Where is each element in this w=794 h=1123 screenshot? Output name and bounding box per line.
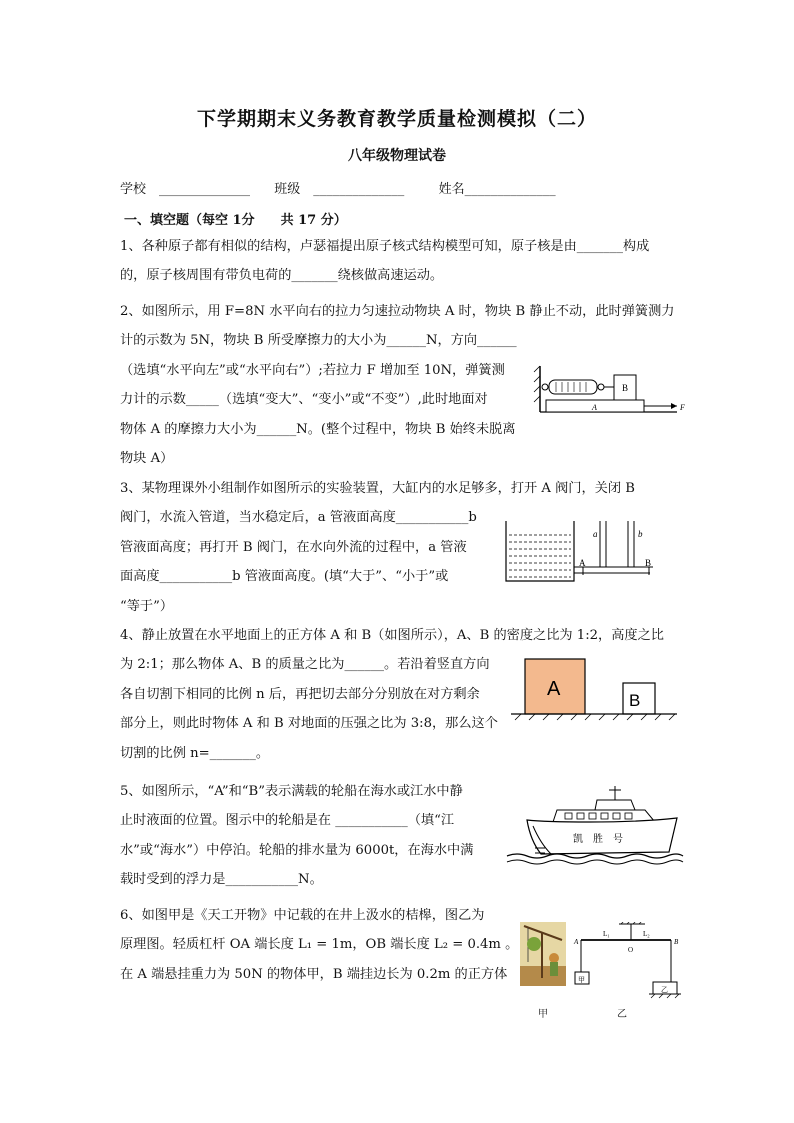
block-b-label: B xyxy=(622,383,629,393)
caption-jia: 甲 xyxy=(538,1009,548,1020)
block-a-label: A xyxy=(592,403,597,412)
question-line: 的，原子核周围有带负电荷的_______绕核做高速运动。 xyxy=(120,268,444,284)
cube-a-label: A xyxy=(547,678,561,700)
question-line: 物块 A） xyxy=(120,451,174,467)
question-line: “等于”） xyxy=(120,598,174,614)
page-title: 下学期期末义务教育教学质量检测模拟（二） xyxy=(196,108,597,130)
question-line: 计的示数为 5N，物块 B 所受摩擦力的大小为______N，方向______ xyxy=(120,333,517,349)
tube-b-label: b xyxy=(638,529,643,539)
valve-a-label: A xyxy=(579,558,586,568)
connected-vessel-figure xyxy=(500,515,670,587)
lever-diagram xyxy=(573,922,685,1002)
question-line: 物体 A 的摩擦力大小为______N。(整个过程中，物块 B 始终未脱离 xyxy=(120,421,516,437)
tube-a-label: a xyxy=(593,529,598,539)
question-line: 5、如图所示，“A”和“B”表示满载的轮船在海水或江水中静 xyxy=(120,784,463,799)
section-heading: 一、填空题（每空 1分 共 17 分） xyxy=(124,213,347,228)
question-line: 各自切割下相同的比例 n 后，再把切去部分分别放在对方剩余 xyxy=(120,686,480,702)
question-line: 止时液面的位置。图示中的轮船是在 ___________（填“江 xyxy=(120,813,455,829)
question-line: 部分上，则此时物体 A 和 B 对地面的压强之比为 3:8，那么这个 xyxy=(120,716,498,732)
question-line: 原理图。轻质杠杆 OA 端长度 L₁ = 1m，OB 端长度 L₂ = 0.4m 。 xyxy=(120,937,519,953)
name-field: 姓名______________ xyxy=(438,182,556,197)
well-sweep-illustration xyxy=(520,922,566,986)
ship-name: 凯 胜 号 xyxy=(573,834,623,845)
question-line: 4、静止放置在水平地面上的正方体 A 和 B（如图所示），A、B 的密度之比为 1:2，高度之比 xyxy=(120,628,664,643)
spring-scale-figure xyxy=(532,352,694,420)
arrow-right-icon xyxy=(671,403,677,409)
question-line: 为 2:1；那么物体 A、B 的质量之比为______。若沿着竖直方向 xyxy=(120,657,490,673)
question-line: 1、各种原子都有相似的结构，卢瑟福提出原子核式结构模型可知，原子核是由_______构成 xyxy=(120,239,650,254)
l1-label: L₁ xyxy=(603,930,610,938)
end-a-label: A xyxy=(574,938,579,946)
question-line: 载时受到的浮力是___________N。 xyxy=(120,872,323,888)
valve-b-label: B xyxy=(645,558,652,568)
question-line: 2、如图所示，用 F=8N 水平向右的拉力匀速拉动物块 A 时，物块 B 静止不动，此时弹簧测力 xyxy=(120,304,675,319)
question-line: 面高度___________b 管液面高度。(填“大于”、“小于”或 xyxy=(120,569,449,585)
page-subtitle: 八年级物理试卷 xyxy=(348,148,446,164)
ship-figure xyxy=(505,782,685,868)
question-line: 6、如图甲是《天工开物》中记载的在井上汲水的桔槔，图乙为 xyxy=(120,908,485,923)
object-jia-label: 甲 xyxy=(578,976,585,984)
l2-label: L₂ xyxy=(643,930,650,938)
question-line: 力计的示数_____（选填“变大”、“变小”或“不变”）,此时地面对 xyxy=(120,392,488,408)
end-b-label: B xyxy=(674,938,679,946)
question-line: （选填“水平向左”或“水平向右”）;若拉力 F 增加至 10N，弹簧测 xyxy=(120,362,505,378)
pivot-o-label: O xyxy=(628,946,634,954)
cube-b-label: B xyxy=(629,691,641,710)
question-6 xyxy=(120,901,518,989)
question-line: 阀门，水流入管道，当水稳定后，a 管液面高度___________b xyxy=(120,510,477,526)
question-line: 3、某物理课外小组制作如图所示的实验装置，大缸内的水足够多，打开 A 阀门，关闭 B xyxy=(120,481,635,496)
cubes-figure xyxy=(505,655,685,721)
question-5 xyxy=(120,777,473,895)
question-line: 在 A 端悬挂重力为 50N 的物体甲，B 端挂边长为 0.2m 的正方体 xyxy=(120,966,508,982)
school-field: 学校 ______________ xyxy=(120,182,251,197)
force-label: F xyxy=(680,403,685,412)
question-line: 切割的比例 n=_______。 xyxy=(120,745,270,761)
caption-yi: 乙 xyxy=(617,1009,627,1020)
question-1 xyxy=(120,232,649,291)
class-field: 班级 ______________ xyxy=(274,182,405,197)
question-line: 水”或“海水”）中停泊。轮船的排水量为 6000t，在海水中满 xyxy=(120,842,474,858)
question-line: 管液面高度；再打开 B 阀门，在水向外流的过程中，a 管液 xyxy=(120,539,467,555)
student-info-line xyxy=(120,178,556,197)
object-yi-label: 乙 xyxy=(661,986,668,994)
